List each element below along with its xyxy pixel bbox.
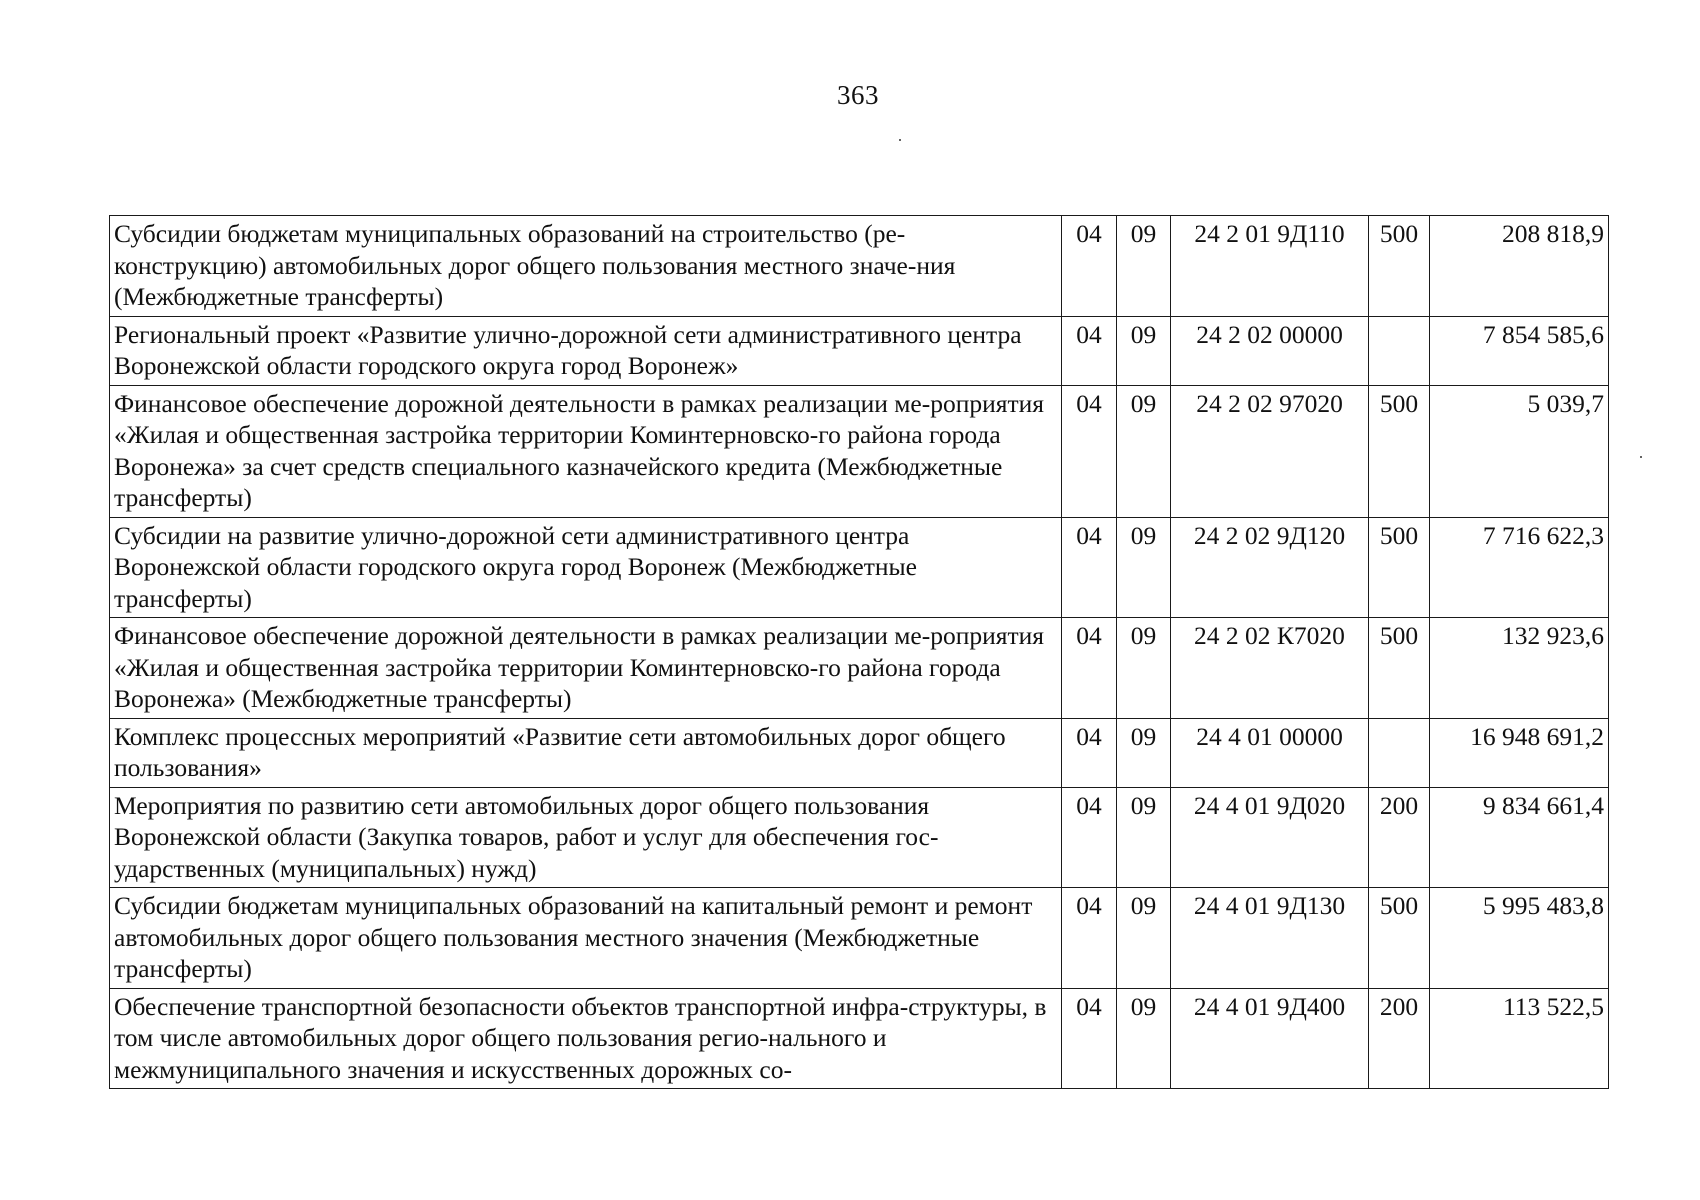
row-subsection: 09: [1117, 316, 1171, 385]
row-subsection: 09: [1117, 618, 1171, 719]
table-row: [110, 618, 1609, 719]
row-amount: 7 716 622,3: [1430, 517, 1609, 618]
row-subsection: 09: [1117, 216, 1171, 317]
row-expense-type: 200: [1369, 787, 1430, 888]
row-subsection: 09: [1117, 718, 1171, 787]
row-amount: 5 995 483,8: [1430, 888, 1609, 989]
row-target-article: 24 4 01 9Д130: [1171, 888, 1369, 989]
table-row: [110, 316, 1609, 385]
table-row: [110, 385, 1609, 517]
table-row: [110, 216, 1609, 317]
row-description: Субсидии бюджетам муниципальных образований на капитальный ремонт и ремонт автомобильных дорог общего пользования местного значения (Межбюджетные трансферты): [110, 888, 1062, 989]
row-target-article: 24 2 02 К7020: [1171, 618, 1369, 719]
row-section: 04: [1062, 888, 1117, 989]
scan-speck: [899, 139, 901, 141]
row-expense-type: [1369, 718, 1430, 787]
row-target-article: 24 2 02 97020: [1171, 385, 1369, 517]
table-row: [110, 888, 1609, 989]
row-target-article: 24 2 02 00000: [1171, 316, 1369, 385]
row-description: Субсидии на развитие улично-дорожной сети административного центра Воронежской области городского округа город Воронеж (Межбюджетные трансферты): [110, 517, 1062, 618]
row-section: 04: [1062, 517, 1117, 618]
table-row: [110, 787, 1609, 888]
row-subsection: 09: [1117, 385, 1171, 517]
row-description: Комплекс процессных мероприятий «Развитие сети автомобильных дорог общего пользования»: [110, 718, 1062, 787]
row-target-article: 24 2 02 9Д120: [1171, 517, 1369, 618]
budget-table: [109, 215, 1609, 1089]
row-target-article: 24 4 01 9Д400: [1171, 988, 1369, 1089]
row-target-article: 24 4 01 00000: [1171, 718, 1369, 787]
row-description: Мероприятия по развитию сети автомобильных дорог общего пользования Воронежской области (Закупка товаров, работ и услуг для обеспечения гос-ударственных (муниципальных) нужд): [110, 787, 1062, 888]
row-section: 04: [1062, 216, 1117, 317]
row-target-article: 24 2 01 9Д110: [1171, 216, 1369, 317]
row-description: Субсидии бюджетам муниципальных образований на строительство (ре-конструкцию) автомобильных дорог общего пользования местного значе-ния (Межбюджетные трансферты): [110, 216, 1062, 317]
row-amount: 5 039,7: [1430, 385, 1609, 517]
row-amount: 113 522,5: [1430, 988, 1609, 1089]
row-description: Обеспечение транспортной безопасности объектов транспортной инфра-структуры, в том числе автомобильных дорог общего пользования регио-нального и межмуниципального значения и искусственных дорожных со-: [110, 988, 1062, 1089]
row-description: Финансовое обеспечение дорожной деятельности в рамках реализации ме-роприятия «Жилая и общественная застройка территории Коминтерновско-го района города Воронежа» за счет средств специального казначейского кредита (Межбюджетные трансферты): [110, 385, 1062, 517]
row-expense-type: [1369, 316, 1430, 385]
row-expense-type: 500: [1369, 517, 1430, 618]
budget-table-body: [110, 216, 1609, 1089]
row-description: Финансовое обеспечение дорожной деятельности в рамках реализации ме-роприятия «Жилая и общественная застройка территории Коминтерновско-го района города Воронежа» (Межбюджетные трансферты): [110, 618, 1062, 719]
row-subsection: 09: [1117, 988, 1171, 1089]
row-expense-type: 200: [1369, 988, 1430, 1089]
row-target-article: 24 4 01 9Д020: [1171, 787, 1369, 888]
row-section: 04: [1062, 787, 1117, 888]
row-amount: 9 834 661,4: [1430, 787, 1609, 888]
row-section: 04: [1062, 618, 1117, 719]
row-amount: 16 948 691,2: [1430, 718, 1609, 787]
row-section: 04: [1062, 718, 1117, 787]
row-subsection: 09: [1117, 888, 1171, 989]
row-expense-type: 500: [1369, 618, 1430, 719]
row-expense-type: 500: [1369, 216, 1430, 317]
scan-speck: [1640, 456, 1642, 458]
row-amount: 7 854 585,6: [1430, 316, 1609, 385]
row-section: 04: [1062, 385, 1117, 517]
page-number: 363: [837, 80, 879, 110]
row-description: Региональный проект «Развитие улично-дорожной сети административного центра Воронежской области городского округа город Воронеж»: [110, 316, 1062, 385]
table-row: [110, 718, 1609, 787]
row-subsection: 09: [1117, 787, 1171, 888]
row-section: 04: [1062, 316, 1117, 385]
row-amount: 208 818,9: [1430, 216, 1609, 317]
row-expense-type: 500: [1369, 888, 1430, 989]
row-amount: 132 923,6: [1430, 618, 1609, 719]
table-row: [110, 517, 1609, 618]
table-row: [110, 988, 1609, 1089]
row-expense-type: 500: [1369, 385, 1430, 517]
row-section: 04: [1062, 988, 1117, 1089]
row-subsection: 09: [1117, 517, 1171, 618]
